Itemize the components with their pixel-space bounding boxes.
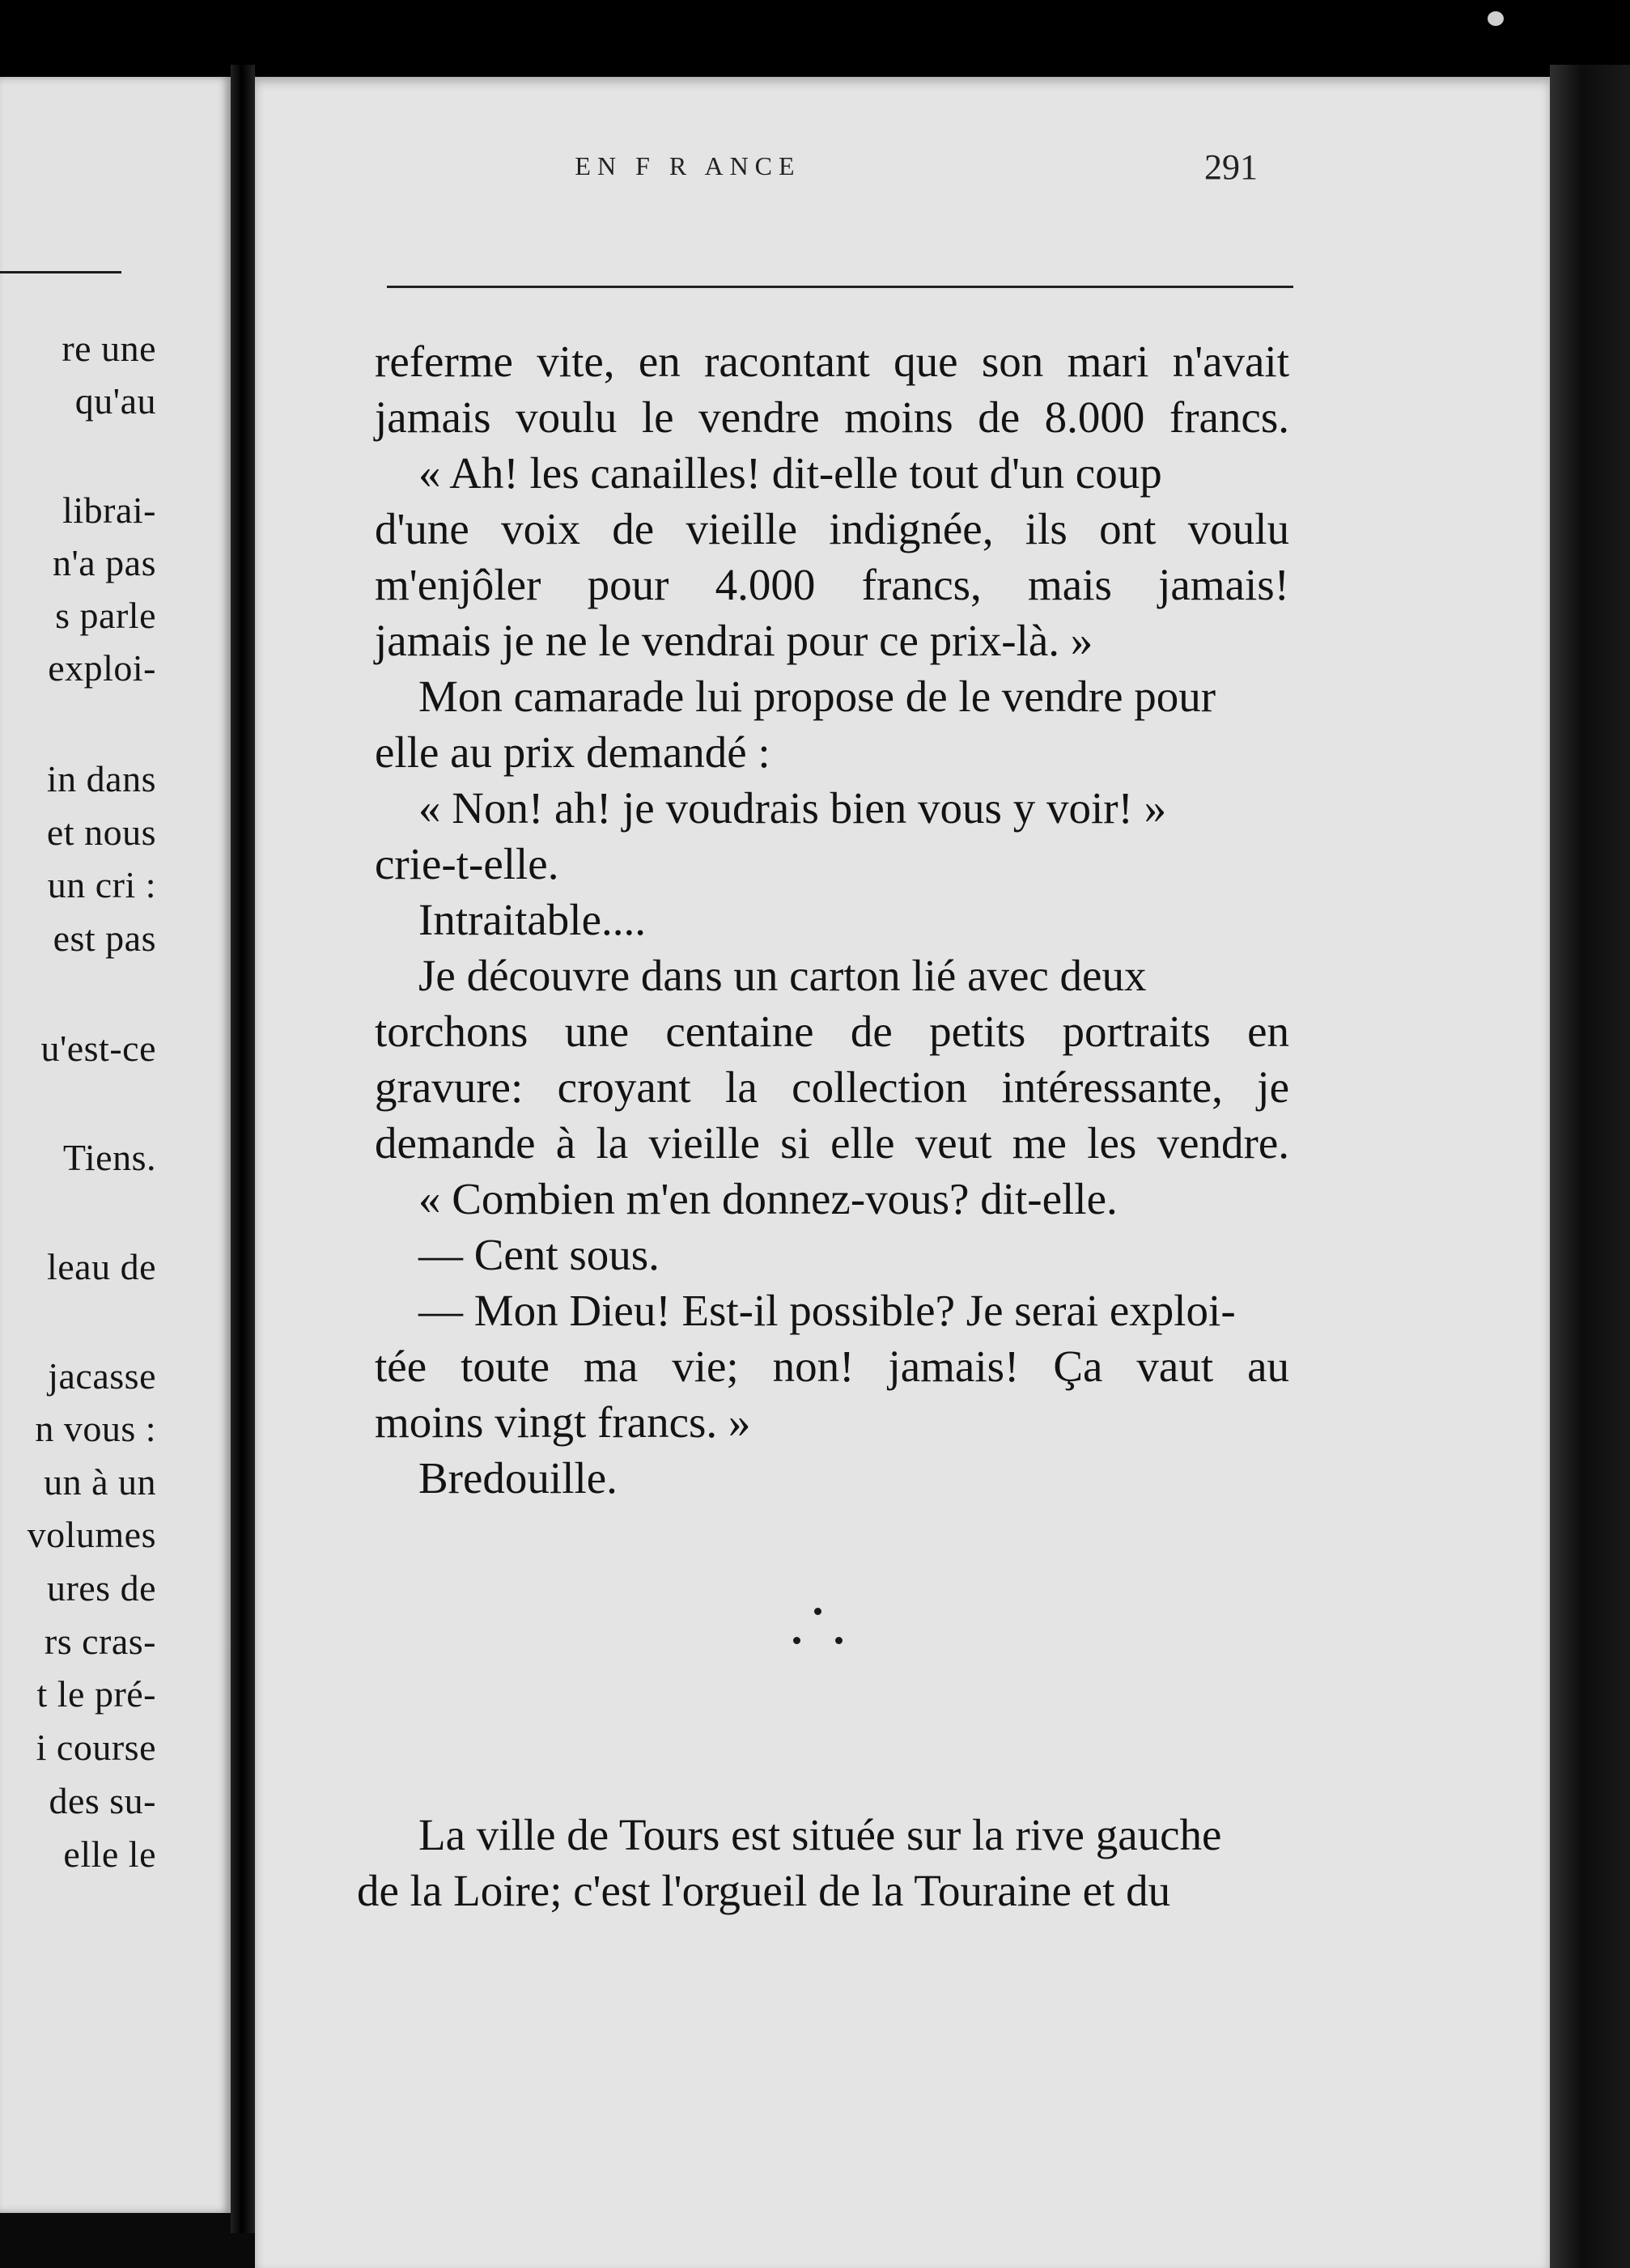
left-page-line: ures de [46, 1567, 156, 1609]
left-page-line: est pas [53, 918, 156, 959]
page-stack-edge [1550, 65, 1630, 2268]
text-line: La ville de Tours est située sur la rive gauche [418, 1810, 1222, 1859]
text-line: — Mon Dieu! Est-il possible? Je serai exploi- [418, 1286, 1236, 1335]
left-page-line: exploi- [48, 647, 156, 689]
left-page-line: in dans [46, 758, 156, 799]
text-line: Mon camarade lui propose de le vendre pour [418, 672, 1216, 721]
left-page-line: elle le [63, 1833, 156, 1875]
text-line: demande à la vieille si elle veut me les vendre. [375, 1118, 1289, 1168]
text-line: jamais voulu le vendre moins de 8.000 francs. [375, 392, 1289, 442]
text-line: « Combien m'en donnez-vous? dit-elle. [418, 1174, 1118, 1223]
left-page-line: volumes [27, 1514, 156, 1555]
left-page-line: qu'au [74, 380, 156, 422]
text-line: d'une voix de vieille indignée, ils ont voulu [375, 504, 1289, 553]
left-page-line: un cri : [47, 864, 156, 905]
header-rule [387, 286, 1293, 288]
facing-left-page [0, 77, 231, 2213]
left-page-line: Tiens. [62, 1137, 156, 1178]
left-page-line: leau de [46, 1246, 156, 1287]
scan-speck [1488, 11, 1504, 26]
text-line: tée toute ma vie; non! jamais! Ça vaut au [375, 1342, 1289, 1391]
left-page-line: t le pré- [36, 1673, 156, 1715]
left-page-line: n vous : [35, 1408, 156, 1449]
text-line: « Ah! les canailles! dit-elle tout d'un coup [418, 448, 1162, 498]
asterism-dot-right [835, 1637, 843, 1644]
left-page-line: des su- [49, 1780, 156, 1821]
left-page-line: u'est-ce [40, 1028, 156, 1069]
text-line: referme vite, en racontant que son mari n'avait [375, 337, 1289, 386]
section-break-asterism [785, 1606, 850, 1663]
text-line: m'enjôler pour 4.000 francs, mais jamais! [375, 560, 1289, 609]
page-number: 291 [1204, 147, 1258, 187]
text-line: de la Loire; c'est l'orgueil de la Touraine et du [357, 1866, 1171, 1915]
text-line: moins vingt francs. » [375, 1397, 751, 1447]
left-page-line: s parle [55, 595, 156, 636]
text-line: Bredouille. [418, 1453, 618, 1503]
left-page-line: i course [36, 1727, 156, 1768]
left-page-header-rule [0, 271, 121, 273]
text-line: Je découvre dans un carton lié avec deux [418, 951, 1147, 1000]
text-line: elle au prix demandé : [375, 727, 770, 777]
text-line: — Cent sous. [418, 1230, 660, 1279]
book-gutter [231, 65, 255, 2233]
left-page-line: rs cras- [44, 1621, 156, 1662]
asterism-dot-top [814, 1608, 821, 1615]
text-line: gravure: croyant la collection intéressante, je [375, 1062, 1289, 1112]
asterism-dot-left [793, 1637, 800, 1644]
left-page-line: jacasse [48, 1355, 156, 1397]
left-page-line: et nous [46, 812, 156, 853]
left-page-line: n'a pas [52, 542, 156, 583]
left-page-line: librai- [62, 490, 156, 531]
text-line: « Non! ah! je voudrais bien vous y voir! » [418, 783, 1167, 833]
running-head: EN F R ANCE [575, 151, 801, 180]
text-line: Intraitable.... [418, 895, 646, 944]
text-line: jamais je ne le vendrai pour ce prix-là. » [375, 616, 1093, 665]
left-page-line: un à un [44, 1461, 156, 1503]
text-line: torchons une centaine de petits portraits en [375, 1007, 1289, 1056]
text-line: crie-t-elle. [375, 839, 559, 888]
left-page-line: re une [62, 328, 156, 369]
